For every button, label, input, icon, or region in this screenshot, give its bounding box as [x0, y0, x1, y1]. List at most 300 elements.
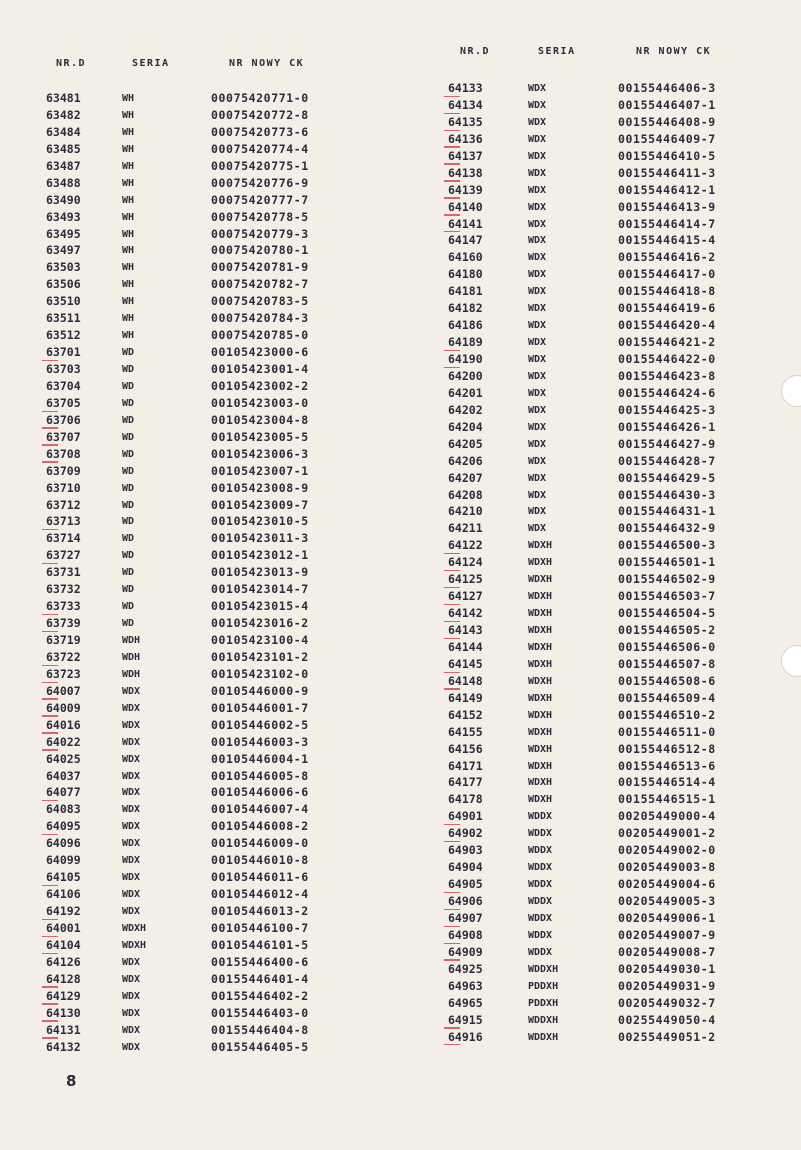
row-code: 00105423009-7 — [211, 497, 309, 512]
row-number: 63705 — [46, 395, 81, 410]
row-series: WDXH — [528, 658, 553, 670]
row-code: 00105423015-4 — [211, 599, 309, 614]
row-code: 00105423004-8 — [211, 412, 309, 427]
row-code: 00155446423-8 — [618, 368, 716, 383]
row-number: 64138 — [448, 165, 483, 180]
row-number: 64210 — [448, 504, 483, 519]
row-number: 64171 — [448, 758, 483, 773]
header-ck: NR NOWY CK — [636, 46, 712, 57]
row-series: WDDX — [528, 946, 553, 958]
row-series: WDDX — [528, 929, 553, 941]
row-code: 00105423006-3 — [211, 446, 309, 461]
row-series: WDX — [528, 83, 547, 94]
page-number: 8 — [66, 1072, 77, 1090]
row-series: WDXH — [528, 641, 553, 653]
row-code: 00155446427-9 — [618, 436, 716, 451]
row-series: WH — [122, 279, 135, 291]
row-series: WDX — [528, 523, 547, 535]
row-number: 64204 — [448, 419, 483, 434]
row-series: WDX — [528, 116, 547, 128]
row-series: WDX — [528, 235, 547, 247]
row-series: WD — [122, 431, 135, 443]
row-number: 64105 — [46, 870, 81, 885]
row-code: 00205449003-8 — [618, 860, 716, 875]
row-code: 00075420779-3 — [211, 226, 309, 241]
row-series: WDXH — [528, 709, 553, 721]
row-code: 00155446406-3 — [618, 81, 716, 95]
row-number: 63484 — [46, 124, 81, 139]
row-series: WH — [122, 313, 135, 325]
row-code: 00155446404-8 — [211, 1022, 309, 1037]
row-series: WD — [122, 448, 135, 460]
row-code: 00105423101-2 — [211, 649, 309, 664]
row-code: 00155446507-8 — [618, 656, 716, 671]
row-number: 63506 — [46, 277, 81, 292]
row-number: 63722 — [46, 649, 81, 664]
row-series: WDX — [122, 889, 141, 901]
row-number: 64130 — [46, 1005, 81, 1020]
row-series: WD — [122, 414, 135, 426]
row-number: 63731 — [46, 565, 81, 580]
row-series: WDXH — [528, 675, 553, 687]
row-code: 00155446413-9 — [618, 199, 716, 214]
row-series: WDX — [122, 956, 141, 968]
row-series: WD — [122, 584, 135, 596]
row-number: 64135 — [448, 114, 483, 129]
row-number: 63482 — [46, 107, 81, 122]
header-nr: NR.D — [56, 58, 87, 69]
row-code: 00155446513-6 — [618, 758, 716, 773]
row-number: 64208 — [448, 487, 483, 502]
row-series: WDX — [528, 489, 547, 501]
row-code: 00155446426-1 — [618, 419, 716, 434]
binder-hole — [781, 645, 801, 677]
row-code: 00155446421-2 — [618, 335, 716, 350]
row-number: 64177 — [448, 775, 483, 790]
row-number: 64190 — [448, 352, 483, 366]
row-series: WDX — [528, 421, 547, 433]
row-number: 63495 — [46, 226, 81, 241]
row-code: 00205449006-1 — [618, 910, 716, 925]
row-number: 64182 — [448, 301, 483, 316]
row-code: 00075420781-9 — [211, 260, 309, 275]
row-number: 64129 — [46, 988, 81, 1003]
row-number: 64181 — [448, 284, 483, 299]
row-number: 64908 — [448, 927, 483, 942]
row-series: WDX — [528, 438, 547, 450]
row-number: 64201 — [448, 385, 483, 400]
row-code: 00155446424-6 — [618, 385, 716, 400]
row-number: 64096 — [46, 836, 81, 851]
row-number: 64963 — [448, 978, 483, 993]
row-series: PDDXH — [528, 997, 559, 1009]
row-series: WDXH — [528, 692, 553, 704]
row-series: WDX — [122, 685, 141, 697]
row-code: 00105423008-9 — [211, 480, 309, 495]
row-number: 64202 — [448, 402, 483, 417]
row-series: WDX — [528, 133, 547, 145]
row-series: WDX — [122, 1041, 141, 1053]
row-code: 00205449031-9 — [618, 978, 716, 993]
header-ck: NR NOWY CK — [229, 58, 305, 69]
row-number: 63488 — [46, 175, 81, 190]
row-series: WDXH — [528, 540, 553, 552]
row-code: 00155446416-2 — [618, 250, 716, 265]
row-code: 00155446428-7 — [618, 453, 716, 468]
row-number: 64192 — [46, 904, 81, 918]
row-number: 64131 — [46, 1022, 81, 1037]
row-series: WH — [122, 211, 135, 223]
row-code: 00105423003-0 — [211, 395, 309, 410]
row-number: 63703 — [46, 362, 81, 376]
row-series: WDDX — [528, 811, 553, 823]
row-code: 00105446004-1 — [211, 751, 309, 766]
header-nr: NR.D — [460, 46, 491, 57]
row-series: WDX — [122, 1007, 141, 1019]
row-number: 63732 — [46, 582, 81, 597]
row-code: 00105423001-4 — [211, 362, 309, 376]
row-number: 64902 — [448, 826, 483, 841]
row-code: 00075420774-4 — [211, 141, 309, 156]
row-series: WDX — [122, 973, 141, 985]
row-code: 00155446410-5 — [618, 148, 716, 163]
row-code: 00205449004-6 — [618, 877, 716, 892]
row-code: 00075420772-8 — [211, 107, 309, 122]
row-series: WD — [122, 380, 135, 392]
row-code: 00105446101-5 — [211, 937, 309, 952]
row-code: 00155446508-6 — [618, 673, 716, 688]
row-number: 63485 — [46, 141, 81, 156]
row-code: 00155446505-2 — [618, 623, 716, 637]
row-series: WDXH — [528, 574, 553, 586]
row-code: 00155446407-1 — [618, 97, 716, 112]
row-number: 64137 — [448, 148, 483, 163]
header-seria: SERIA — [132, 58, 170, 69]
row-code: 00105446005-8 — [211, 768, 309, 783]
row-series: WD — [122, 533, 135, 545]
row-series: WDDX — [528, 828, 553, 840]
row-number: 63503 — [46, 260, 81, 275]
row-number: 64127 — [448, 589, 483, 604]
row-series: WDXH — [528, 625, 553, 636]
row-series: WH — [122, 330, 135, 342]
row-number: 64104 — [46, 937, 81, 952]
row-number: 64901 — [448, 809, 483, 824]
row-series: WDX — [528, 286, 547, 298]
row-code: 00105446012-4 — [211, 887, 309, 902]
row-code: 00105446010-8 — [211, 853, 309, 868]
row-number: 64207 — [448, 470, 483, 485]
row-series: WH — [122, 194, 135, 206]
row-number: 64909 — [448, 944, 483, 959]
row-number: 64152 — [448, 707, 483, 722]
row-code: 00155446501-1 — [618, 555, 716, 570]
row-series: WD — [122, 618, 135, 630]
row-code: 00155446422-0 — [618, 352, 716, 366]
row-code: 00205449005-3 — [618, 894, 716, 908]
row-code: 00205449030-1 — [618, 961, 716, 976]
row-code: 00105423000-6 — [211, 345, 309, 360]
row-series: WDDXH — [528, 1031, 559, 1043]
row-number: 64144 — [448, 639, 483, 654]
row-code: 00105423012-1 — [211, 548, 309, 563]
row-code: 00155446429-5 — [618, 470, 716, 485]
row-code: 00105423007-1 — [211, 463, 309, 478]
row-series: WDX — [528, 167, 547, 179]
row-code: 00105423013-9 — [211, 565, 309, 580]
row-series: WDDX — [528, 879, 553, 891]
row-number: 64141 — [448, 216, 483, 231]
row-code: 00155446504-5 — [618, 606, 716, 621]
row-series: WH — [122, 177, 135, 189]
row-number: 64905 — [448, 877, 483, 892]
row-number: 64122 — [448, 538, 483, 553]
row-series: WH — [122, 296, 135, 308]
row-code: 00105423100-4 — [211, 633, 309, 647]
row-number: 64903 — [448, 843, 483, 858]
row-series: PDDXH — [528, 980, 559, 992]
row-code: 00155446514-4 — [618, 775, 716, 790]
row-series: WDH — [122, 651, 141, 663]
row-number: 64200 — [448, 368, 483, 383]
row-code: 00075420773-6 — [211, 124, 309, 139]
row-number: 63706 — [46, 412, 81, 427]
row-code: 00105423011-3 — [211, 531, 309, 546]
row-number: 63493 — [46, 209, 81, 224]
row-series: WDXH — [528, 726, 553, 738]
row-code: 00105423005-5 — [211, 429, 309, 444]
row-number: 64095 — [46, 819, 81, 834]
row-code: 00075420776-9 — [211, 175, 309, 190]
row-series: WD — [122, 465, 135, 477]
row-code: 00105446006-6 — [211, 785, 309, 800]
header-seria: SERIA — [538, 46, 576, 57]
row-series: WDXH — [528, 777, 553, 789]
row-number: 64160 — [448, 250, 483, 265]
row-series: WD — [122, 499, 135, 511]
row-series: WDH — [122, 668, 141, 680]
row-code: 00105446008-2 — [211, 819, 309, 834]
row-code: 00105446011-6 — [211, 870, 309, 885]
row-number: 63511 — [46, 311, 81, 326]
row-number: 63723 — [46, 666, 81, 681]
row-number: 64143 — [448, 623, 483, 637]
row-number: 63712 — [46, 497, 81, 512]
row-number: 64925 — [448, 961, 483, 976]
row-code: 00255449050-4 — [618, 1012, 716, 1027]
row-series: WDX — [122, 872, 141, 884]
row-number: 64106 — [46, 887, 81, 902]
row-number: 64083 — [46, 802, 81, 817]
row-code: 00155446511-0 — [618, 724, 716, 739]
row-series: WDX — [528, 99, 547, 111]
row-number: 64916 — [448, 1029, 483, 1044]
binder-hole — [781, 375, 801, 407]
row-series: WDX — [528, 201, 547, 213]
row-number: 64145 — [448, 656, 483, 671]
row-number: 64148 — [448, 673, 483, 688]
row-code: 00105446100-7 — [211, 920, 309, 935]
row-series: WH — [122, 160, 135, 172]
row-number: 64016 — [46, 717, 81, 732]
row-code: 00105446002-5 — [211, 717, 309, 732]
row-number: 64205 — [448, 436, 483, 451]
row-code: 00155446512-8 — [618, 741, 716, 756]
row-number: 64134 — [448, 97, 483, 112]
row-code: 00105446009-0 — [211, 836, 309, 851]
row-code: 00155446405-5 — [211, 1039, 309, 1054]
row-series: WDDXH — [528, 1014, 559, 1026]
row-series: WDX — [122, 787, 141, 799]
row-series: WDX — [528, 472, 547, 484]
row-number: 64178 — [448, 792, 483, 807]
row-number: 64001 — [46, 920, 81, 935]
row-code: 00155446419-6 — [618, 301, 716, 316]
row-code: 00205449000-4 — [618, 809, 716, 824]
row-code: 00105446013-2 — [211, 904, 309, 918]
row-code: 00105423102-0 — [211, 666, 309, 681]
row-code: 00155446400-6 — [211, 954, 309, 969]
row-number: 64906 — [448, 894, 483, 908]
row-code: 00155446425-3 — [618, 402, 716, 417]
row-number: 64022 — [46, 734, 81, 749]
row-number: 64125 — [448, 572, 483, 587]
row-number: 63510 — [46, 294, 81, 309]
row-series: WDX — [122, 804, 141, 816]
row-number: 63490 — [46, 192, 81, 207]
row-number: 64156 — [448, 741, 483, 756]
row-series: WDX — [528, 252, 547, 264]
row-series: WDXH — [528, 794, 553, 806]
row-number: 64206 — [448, 453, 483, 468]
row-number: 63487 — [46, 158, 81, 173]
row-series: WDXH — [122, 939, 147, 951]
row-series: WDDX — [528, 862, 553, 874]
row-number: 63481 — [46, 91, 81, 105]
row-code: 00075420771-0 — [211, 91, 309, 105]
row-series: WDX — [528, 506, 547, 518]
row-series: WDDXH — [528, 963, 559, 975]
row-code: 00155446401-4 — [211, 971, 309, 986]
row-code: 00155446420-4 — [618, 318, 716, 333]
row-series: WDX — [528, 337, 547, 349]
row-code: 00155446430-3 — [618, 487, 716, 502]
row-series: WDXH — [528, 591, 553, 603]
row-series: WD — [122, 601, 135, 613]
row-number: 64037 — [46, 768, 81, 783]
row-series: WDXH — [528, 743, 553, 755]
row-series: WD — [122, 397, 135, 409]
row-number: 64907 — [448, 910, 483, 925]
row-code: 00205449032-7 — [618, 995, 716, 1010]
row-series: WDX — [122, 906, 141, 917]
row-series: WDX — [528, 184, 547, 196]
row-number: 63708 — [46, 446, 81, 461]
row-series: WDX — [528, 218, 547, 230]
row-number: 64009 — [46, 700, 81, 715]
row-series: WDXH — [528, 608, 553, 620]
row-code: 00155446408-9 — [618, 114, 716, 129]
row-series: WDX — [528, 150, 547, 162]
row-code: 00155446414-7 — [618, 216, 716, 231]
row-code: 00075420784-3 — [211, 311, 309, 326]
row-number: 63710 — [46, 480, 81, 495]
row-series: WDX — [122, 719, 141, 731]
row-series: WD — [122, 364, 135, 375]
row-series: WDX — [122, 821, 141, 833]
row-number: 64211 — [448, 521, 483, 536]
row-code: 00155446509-4 — [618, 690, 716, 705]
row-number: 64904 — [448, 860, 483, 875]
row-series: WD — [122, 347, 135, 359]
row-code: 00205449008-7 — [618, 944, 716, 959]
row-code: 00075420780-1 — [211, 243, 309, 258]
row-code: 00255449051-2 — [618, 1029, 716, 1044]
row-code: 00105446003-3 — [211, 734, 309, 749]
row-number: 64007 — [46, 683, 81, 698]
row-series: WH — [122, 93, 135, 104]
row-number: 64189 — [448, 335, 483, 350]
row-code: 00155446402-2 — [211, 988, 309, 1003]
row-number: 64142 — [448, 606, 483, 621]
row-series: WDDX — [528, 912, 553, 924]
row-number: 63733 — [46, 599, 81, 614]
row-code: 00155446506-0 — [618, 639, 716, 654]
row-code: 00155446503-7 — [618, 589, 716, 604]
row-code: 00155446515-1 — [618, 792, 716, 807]
row-number: 64133 — [448, 81, 483, 95]
row-code: 00075420782-7 — [211, 277, 309, 292]
row-number: 63701 — [46, 345, 81, 360]
row-series: WDH — [122, 635, 141, 646]
row-number: 64147 — [448, 233, 483, 248]
row-series: WDX — [122, 753, 141, 765]
row-series: WDDX — [528, 845, 553, 857]
row-series: WDX — [528, 370, 547, 382]
row-code: 00155446415-4 — [618, 233, 716, 248]
row-number: 64132 — [46, 1039, 81, 1054]
row-code: 00155446418-8 — [618, 284, 716, 299]
row-code: 00155446431-1 — [618, 504, 716, 519]
row-code: 00155446417-0 — [618, 267, 716, 282]
row-series: WD — [122, 482, 135, 494]
row-code: 00105446001-7 — [211, 700, 309, 715]
row-series: WD — [122, 567, 135, 579]
row-series: WDX — [528, 404, 547, 416]
row-series: WH — [122, 245, 135, 257]
row-series: WDXH — [528, 557, 553, 569]
row-number: 63719 — [46, 633, 81, 647]
row-series: WH — [122, 109, 135, 121]
row-number: 63497 — [46, 243, 81, 258]
row-code: 00075420778-5 — [211, 209, 309, 224]
row-number: 63707 — [46, 429, 81, 444]
row-number: 63714 — [46, 531, 81, 546]
row-series: WD — [122, 516, 135, 528]
row-code: 00075420785-0 — [211, 328, 309, 343]
row-code: 00205449001-2 — [618, 826, 716, 841]
row-number: 64965 — [448, 995, 483, 1010]
row-code: 00205449002-0 — [618, 843, 716, 858]
row-number: 64077 — [46, 785, 81, 800]
row-number: 64099 — [46, 853, 81, 868]
row-code: 00075420777-7 — [211, 192, 309, 207]
row-series: WDX — [528, 320, 547, 332]
row-code: 00105423010-5 — [211, 514, 309, 529]
row-series: WD — [122, 550, 135, 562]
row-code: 00155446502-9 — [618, 572, 716, 587]
row-number: 63739 — [46, 616, 81, 631]
